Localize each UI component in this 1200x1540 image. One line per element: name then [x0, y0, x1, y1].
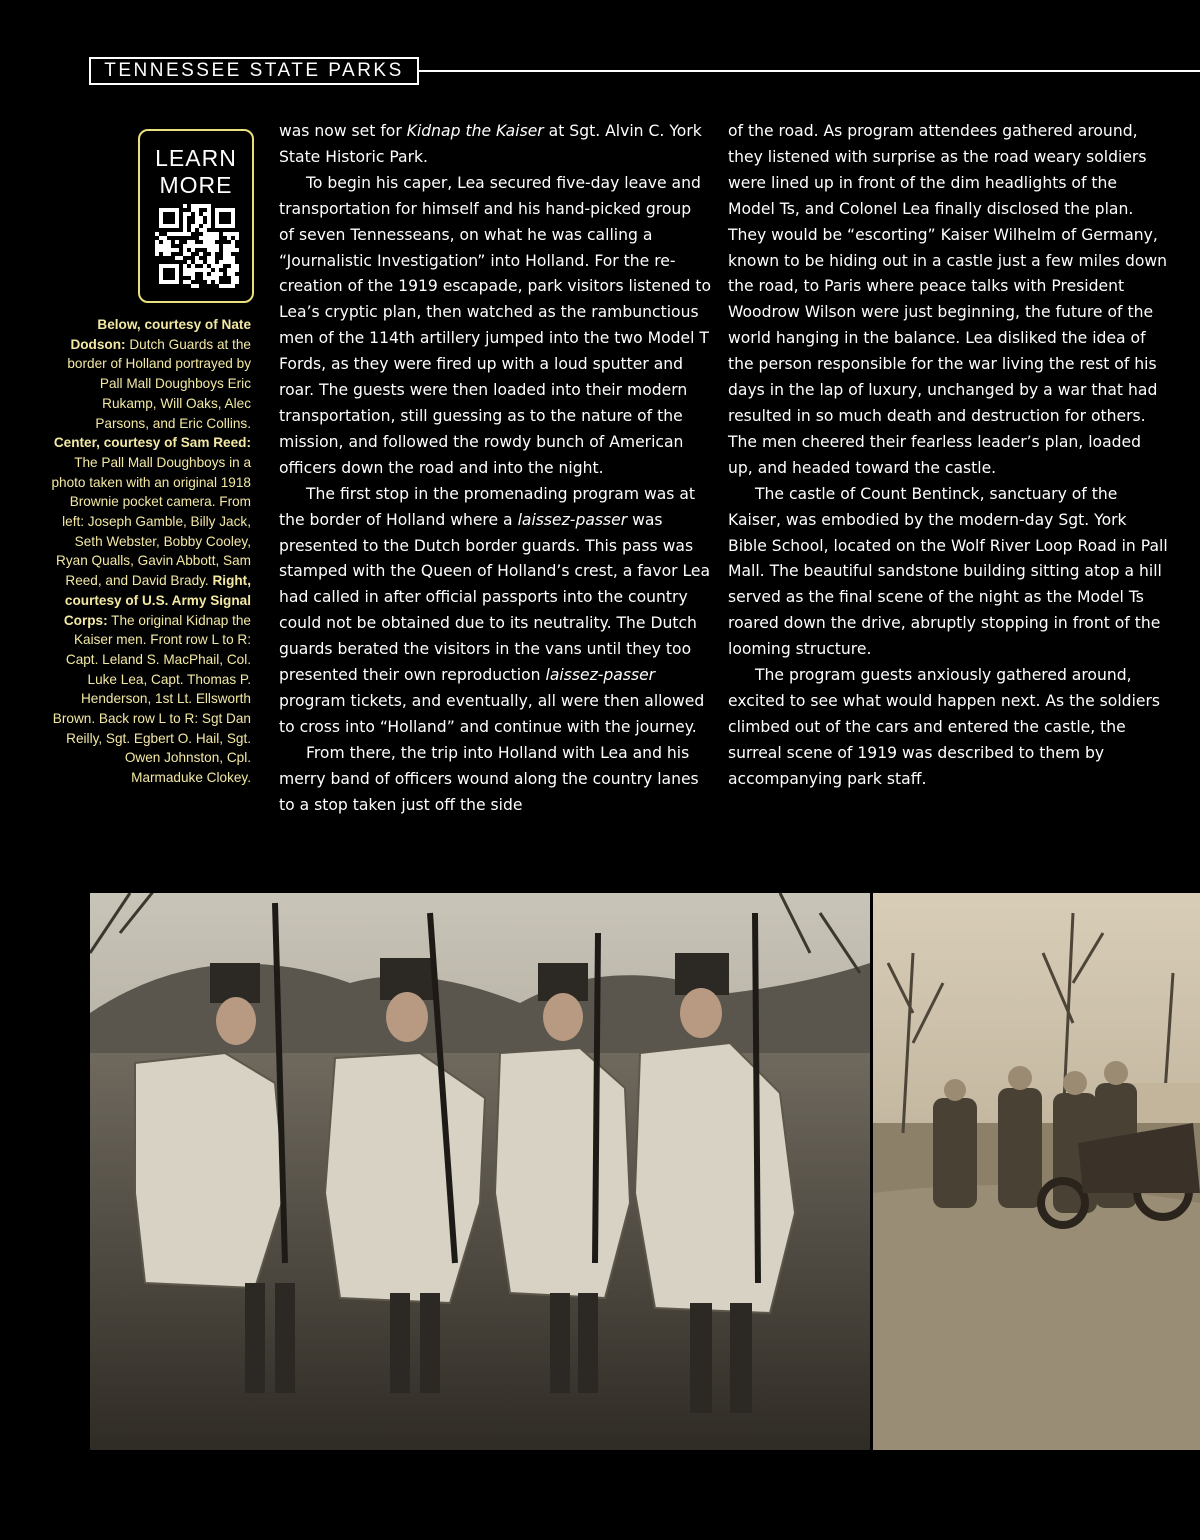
article-column-2 [728, 119, 1168, 793]
article-paragraph [728, 663, 1168, 793]
paragraph-text: The castle of Count Bentinck, sanctuary of the Kaiser, was embodied by the modern-day Sgt. York Bible School, located on the Wolf River Loop Road in Pall Mall. The beautiful sandstone building sitting atop a hill served as the final scene of the night as the Model Ts roared down the drive, abruptly stopping in front of the looming structure. [728, 484, 1168, 659]
article-paragraph [279, 482, 711, 741]
learn-more-line2: MORE [159, 172, 233, 198]
qr-code-icon[interactable] [155, 204, 239, 288]
article-paragraph [279, 741, 711, 819]
paragraph-text: was now set for [279, 122, 407, 140]
section-title: TENNESSEE STATE PARKS [89, 57, 419, 85]
paragraph-text: was presented to the Dutch border guards. This pass was stamped with the Queen of Holland’s crest, a favor Lea had called in after official passports into the country could not be obtained due to its neutrality. The Dutch guards berated the visitors in the vans until they too presented their own reproduction [279, 510, 711, 685]
learn-more-line1: LEARN [155, 145, 237, 171]
caption-credit: Right, courtesy of U.S. Army Signal Corps: [63, 573, 251, 628]
article-paragraph [728, 482, 1168, 663]
paragraph-text: program tickets, and eventually, all were then allowed to cross into “Holland” and continue with the journey. [279, 691, 705, 736]
paragraph-text: To begin his caper, Lea secured five-day leave and transportation for himself and his hand-picked group of seven Tennesseans, on what he was calling a “Journalistic Investigation” into Holland. For the re-creation of the 1919 escapade, park visitors listened to Lea’s cryptic plan, then watched as the rambunctious men of the 114th artillery jumped into the two Model T Fords, as they were fired up with a loud sputter and roar. The guests were then loaded into their modern transportation, still guessing as to the nature of the mission, and followed the rowdy bunch of American officers down the road and into the night. [279, 173, 712, 477]
italic-title: Kidnap the Kaiser [406, 122, 544, 140]
paragraph-text: The first stop in the promenading program was at the border of Holland where a [279, 484, 696, 529]
caption-text: Dutch Guards at the border of Holland portrayed by Pall Mall Doughboys Eric Rukamp, Will Oaks, Alec Parsons, and Eric Collins. [67, 336, 251, 431]
original-kaiser-men-photo [873, 893, 1200, 1450]
learn-more-box[interactable] [138, 129, 254, 303]
caption-credit: Below, courtesy of Nate Dodson: [70, 317, 251, 352]
italic-title: laissez-passer [517, 510, 628, 529]
paragraph-text: The program guests anxiously gathered around, excited to see what would happen next. As the soldiers climbed out of the cars and entered the castle, the surreal scene of 1919 was described to them by accompanying park staff. [728, 666, 1161, 788]
paragraph-text: of the road. As program attendees gathered around, they listened with surprise as the road weary soldiers were lined up in front of the dim headlights of the Model Ts, and Colonel Lea finally disclosed the plan. They would be “escorting” Kaiser Wilhelm of Germany, known to be hiding out in a castle just a few miles down the road, to Paris where peace talks with President Woodrow Wilson were just beginning, the future of the world hanging in the balance. Lea disliked the idea of the person responsible for the war living the rest of his days in the lap of luxury, unchanged by a war that had resulted in so much death and destruction for others. The men cheered their fearless leader’s plan, loaded up, and headed toward the castle. [728, 122, 1168, 477]
italic-title: laissez-passer [545, 666, 656, 685]
caption-text: The original Kidnap the Kaiser men. Front row L to R: Capt. Leland S. MacPhail, Col. Luke Lea, Capt. Thomas P. Henderson, 1st Lt. Ellsworth Brown. Back row L to R: Sgt Dan Reilly, Sgt. Egbert O. Hail, Sgt. Owen Johnston, Cpl. Marmaduke Clokey. [52, 612, 251, 786]
caption-credit: Center, courtesy of Sam Reed: [53, 435, 251, 451]
article-column-1 [279, 119, 711, 818]
article-paragraph [279, 171, 711, 482]
article-paragraph [728, 119, 1168, 482]
paragraph-text: at Sgt. Alvin C. York State Historic Park. [279, 122, 702, 166]
header-rule [419, 70, 1200, 72]
photo-caption [50, 315, 251, 788]
dutch-guards-photo [90, 893, 870, 1450]
caption-text: The Pall Mall Doughboys in a photo taken with an original 1918 Brownie pocket camera. From left: Joseph Gamble, Billy Jack, Seth Webster, Bobby Cooley, Ryan Qualls, Gavin Abbott, Sam Reed, and David Brady. [51, 454, 251, 589]
article-paragraph [279, 119, 711, 171]
paragraph-text: From there, the trip into Holland with Lea and his merry band of officers wound along the country lanes to a stop taken just off the side [279, 743, 699, 814]
